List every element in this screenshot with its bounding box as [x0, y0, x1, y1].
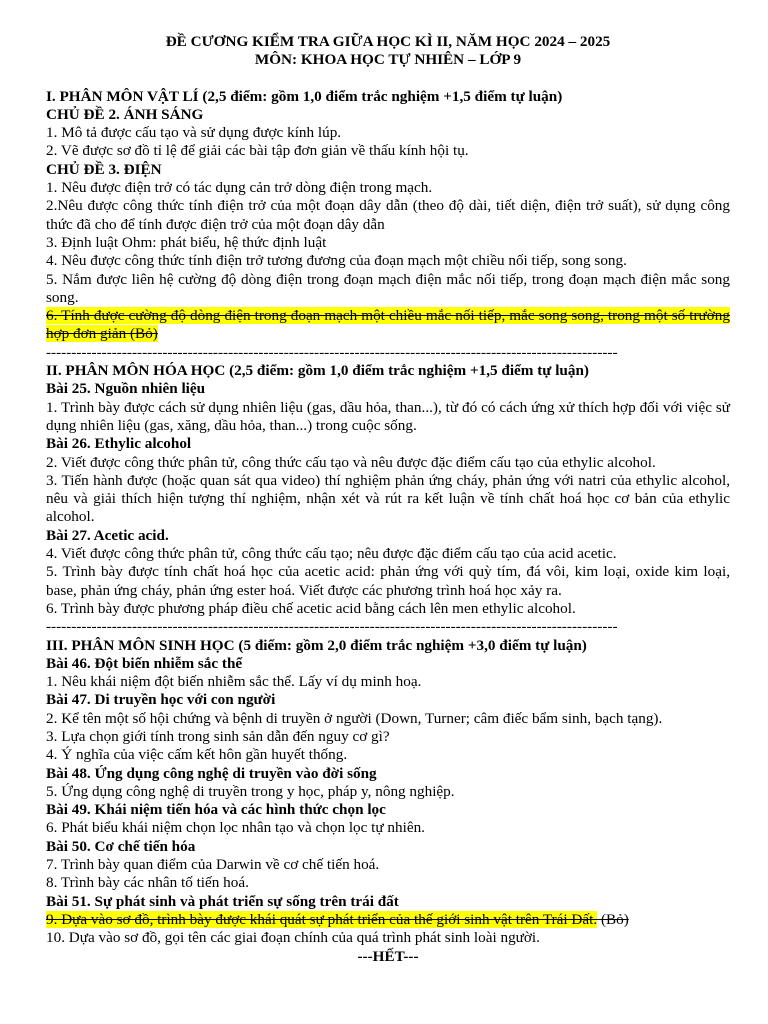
section-divider: ----------------------------------------------------------------------------------------------------------------- [46, 618, 618, 636]
lesson-heading-26: Bài 26. Ethylic alcohol [46, 435, 192, 453]
lesson-heading-25: Bài 25. Nguồn nhiên liệu [46, 380, 206, 398]
lesson-heading-49: Bài 49. Khái niệm tiến hóa và các hình thức chọn lọc [46, 801, 386, 819]
lesson-heading-47: Bài 47. Di truyền học với con người [46, 691, 276, 709]
list-item: 2. Vẽ được sơ đồ tỉ lệ để giải các bài tập đơn giản về thấu kính hội tụ. [46, 142, 469, 160]
list-item: 10. Dựa vào sơ đồ, gọi tên các giai đoạn chính của quá trình phát sinh loài người. [46, 929, 540, 947]
lesson-heading-48: Bài 48. Ứng dụng công nghệ di truyền vào đời sống [46, 764, 377, 782]
section-heading-chemistry: II. PHÂN MÔN HÓA HỌC (2,5 điểm: gồm 1,0 điểm trắc nghiệm +1,5 điểm tự luận) [46, 362, 589, 380]
spacer [46, 70, 730, 88]
list-item: 3. Định luật Ohm: phát biểu, hệ thức định luật [46, 233, 327, 251]
document-end-mark: ---HẾT--- [357, 947, 419, 965]
list-item: 5. Trình bày được tính chất hoá học của acetic acid: phản ứng với quỳ tím, đá vôi, kim loại, oxide kim loại, base, phản ứng cháy, phản ứng ester hoá. Viết được các phương trình hoá học xảy ra. [46, 563, 730, 599]
list-item: 4. Ý nghĩa của việc cấm kết hôn gần huyết thống. [46, 746, 348, 764]
list-item: 5. Ứng dụng công nghệ di truyền trong y học, pháp y, nông nghiệp. [46, 782, 455, 800]
list-item: 2.Nêu được công thức tính điện trở của một đoạn dây dẫn (theo độ dài, tiết diện, điện trở suất), sử dụng công thức đã cho để tính được điện trở của một đoạn dây dẫn [46, 197, 730, 233]
section-heading-biology: III. PHÂN MÔN SINH HỌC (5 điểm: gồm 2,0 điểm trắc nghiệm +3,0 điểm tự luận) [46, 636, 587, 654]
topic-heading-electricity: CHỦ ĐỀ 3. ĐIỆN [46, 160, 162, 178]
list-item: 4. Nêu được công thức tính điện trở tương đương của đoạn mạch một chiều nối tiếp, song song. [46, 252, 627, 270]
list-item: 3. Lựa chọn giới tính trong sinh sản dẫn đến nguy cơ gì? [46, 727, 390, 745]
list-item: 4. Viết được công thức phân tử, công thức cấu tạo; nêu được đặc điểm cấu tạo của acid acetic. [46, 545, 617, 563]
list-item: 1. Mô tả được cấu tạo và sử dụng được kính lúp. [46, 124, 342, 142]
document-title-line-2: MÔN: KHOA HỌC TỰ NHIÊN – LỚP 9 [254, 51, 522, 69]
list-item: 1. Trình bày được cách sử dụng nhiên liệu (gas, dầu hỏa, than...), từ đó có cách ứng xử thích hợp đối với việc sử dụng nhiên liệu (gas, xăng, dầu hỏa, than...) trong cuộc sống. [46, 398, 730, 434]
removed-note: (Bỏ) [597, 910, 629, 928]
list-item: 1. Nêu được điện trở có tác dụng cản trở dòng điện trong mạch. [46, 179, 433, 197]
list-item: 2. Kể tên một số hội chứng và bệnh di truyền ở người (Down, Turner; câm điếc bẩm sinh, bạch tạng). [46, 709, 663, 727]
lesson-heading-50: Bài 50. Cơ chế tiến hóa [46, 837, 196, 855]
section-divider: ----------------------------------------------------------------------------------------------------------------- [46, 343, 618, 361]
removed-list-item [46, 307, 730, 344]
list-item: 8. Trình bày các nhân tố tiến hoá. [46, 874, 249, 892]
removed-list-item [46, 911, 730, 929]
list-item: 6. Trình bày được phương pháp điều chế acetic acid bằng cách lên men ethylic alcohol. [46, 599, 576, 617]
lesson-heading-51: Bài 51. Sự phát sinh và phát triển sự sống trên trái đất [46, 892, 399, 910]
document-page [46, 33, 730, 966]
lesson-heading-46: Bài 46. Đột biến nhiễm sắc thể [46, 654, 243, 672]
list-item: 5. Nắm được liên hệ cường độ dòng điện trong đoạn mạch điện mắc nối tiếp, trong đoạn mạch điện mắc song song. [46, 270, 730, 306]
list-item: 3. Tiến hành được (hoặc quan sát qua video) thí nghiệm phản ứng cháy, phản ứng với natri của ethylic alcohol, nêu và giải thích hiện tượng thí nghiệm, nhận xét và rút ra kết luận về tính chất hoá học cơ bản của ethylic alcohol. [46, 471, 730, 526]
list-item: 1. Nêu khái niệm đột biến nhiễm sắc thể. Lấy ví dụ minh hoạ. [46, 673, 422, 691]
lesson-heading-27: Bài 27. Acetic acid. [46, 526, 169, 544]
highlighted-strikethrough-text: 9. Dựa vào sơ đồ, trình bày được khái quát sự phát triển của thế giới sinh vật trên Trái Đất. [46, 910, 598, 928]
list-item: 2. Viết được công thức phân tử, công thức cấu tạo và nêu được đặc điểm cấu tạo của ethylic alcohol. [46, 453, 656, 471]
list-item: 6. Phát biểu khái niệm chọn lọc nhân tạo và chọn lọc tự nhiên. [46, 819, 425, 837]
highlighted-strikethrough-text: 6. Tính được cường độ dòng điện trong đoạn mạch một chiều mắc nối tiếp, mắc song song, trong một số trường hợp đơn giản (Bỏ) [46, 307, 730, 343]
section-heading-physics: I. PHÂN MÔN VẬT LÍ (2,5 điểm: gồm 1,0 điểm trắc nghiệm +1,5 điểm tự luận) [46, 87, 563, 105]
topic-heading-light: CHỦ ĐỀ 2. ÁNH SÁNG [46, 105, 204, 123]
document-title-line-1: ĐỀ CƯƠNG KIỂM TRA GIỮA HỌC KÌ II, NĂM HỌC 2024 – 2025 [165, 33, 611, 50]
list-item: 7. Trình bày quan điểm của Darwin về cơ chế tiến hoá. [46, 856, 380, 874]
